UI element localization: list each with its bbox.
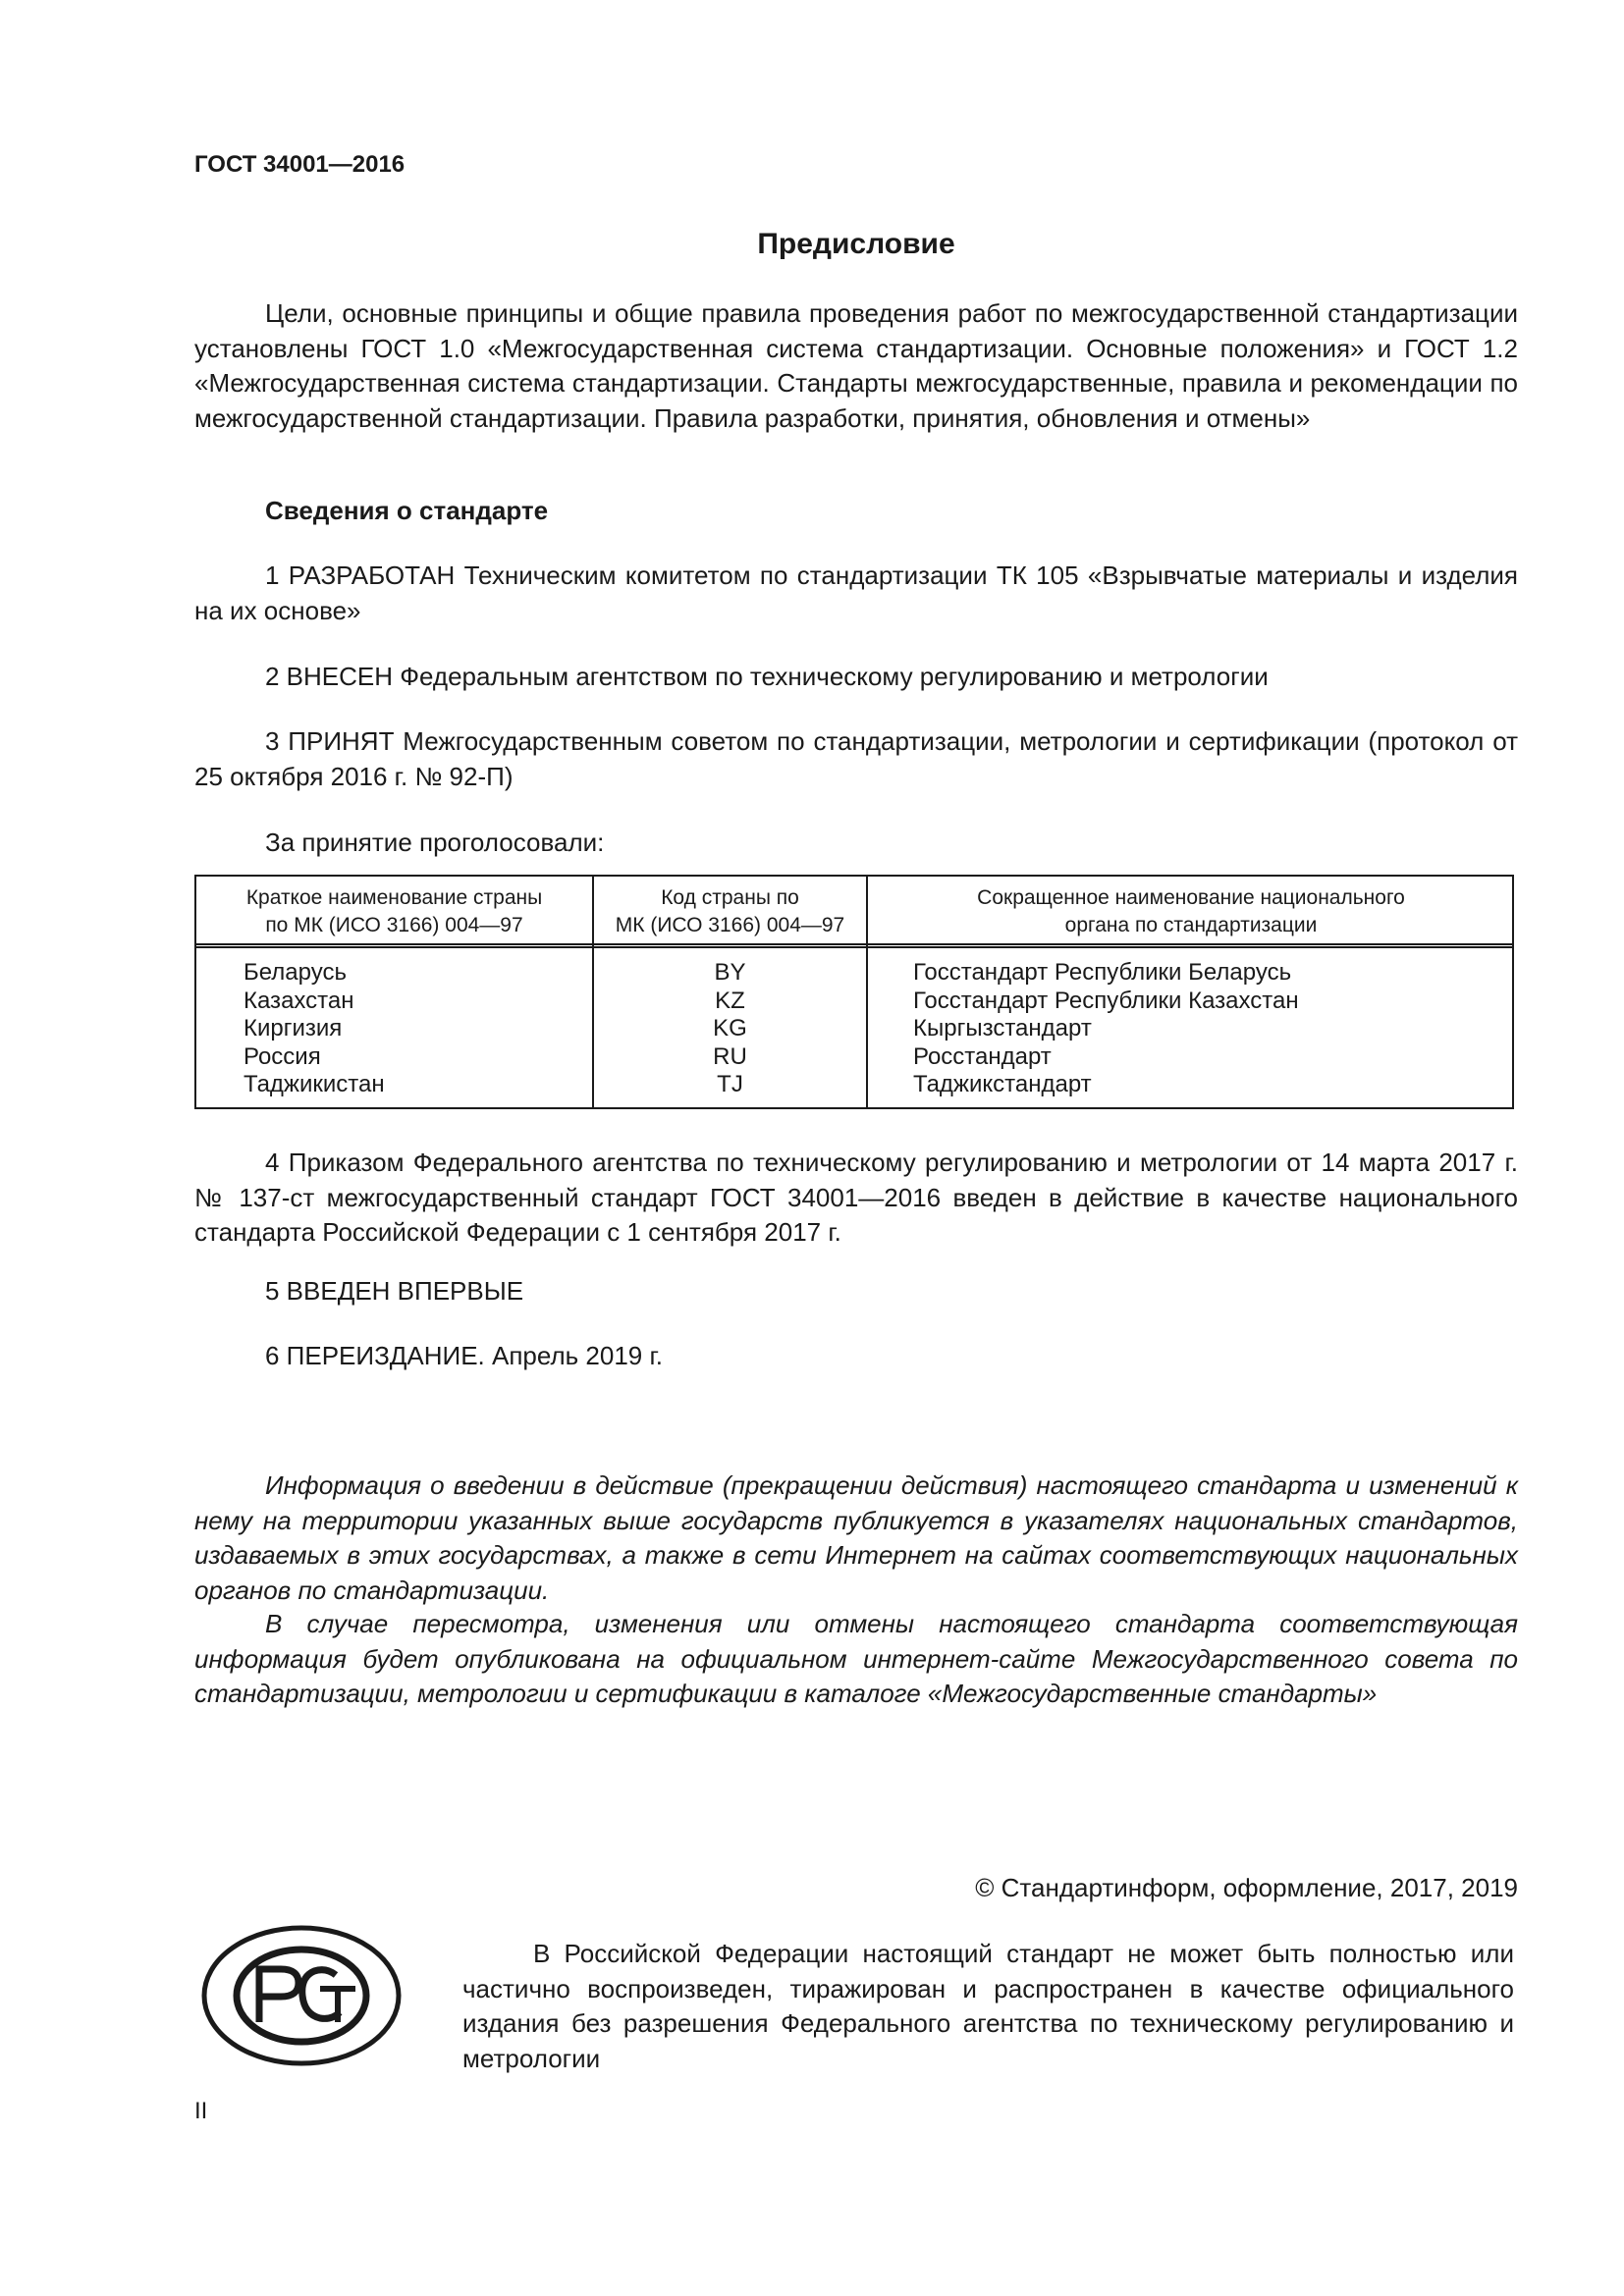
italic-note-revision: В случае пересмотра, изменения или отмены настоящего стандарта соответствующая информация будет опубликована на официальном интернет-сайте Межгосударственного совета по стандартизации, метрологии и сертификации в каталоге «Межгосударственные стандарты» bbox=[194, 1609, 1518, 1708]
page-number: II bbox=[194, 2098, 208, 2124]
rst-logo-svg bbox=[200, 1924, 403, 2067]
table-cell: BY bbox=[714, 959, 746, 986]
table-header-line: МК (ИСО 3166) 004—97 bbox=[615, 914, 845, 936]
document-page bbox=[194, 0, 1518, 2296]
table-header-line: Код страны по bbox=[661, 886, 799, 909]
table-header-code bbox=[594, 884, 866, 939]
table-column-country bbox=[244, 959, 577, 1099]
table-cell: KZ bbox=[715, 987, 745, 1014]
table-header-line: по МК (ИСО 3166) 004—97 bbox=[265, 914, 523, 936]
item-introduced: 2 ВНЕСЕН Федеральным агентством по техническому регулированию и метрологии bbox=[265, 662, 1269, 691]
item-reissue: 6 ПЕРЕИЗДАНИЕ. Апрель 2019 г. bbox=[265, 1341, 664, 1370]
rst-certification-mark-icon bbox=[200, 1924, 403, 2067]
intro-paragraph: Цели, основные принципы и общие правила проведения работ по межгосударственной стандартизации установлены ГОСТ 1.0 «Межгосударственная система стандартизации. Основные положения» и ГОСТ 1.2 «Межгосударственная система стандартизации. Стандарты межгосударственные, правила и рекомендации по межгосударственной стандартизации. Правила разработки, принятия, обновления и отмены» bbox=[194, 298, 1518, 433]
vote-intro: За принятие проголосовали: bbox=[265, 828, 605, 857]
item-developed: 1 РАЗРАБОТАН Техническим комитетом по стандартизации ТК 105 «Взрывчатые материалы и изделия на их основе» bbox=[194, 561, 1518, 625]
table-header-line: органа по стандартизации bbox=[1064, 914, 1318, 936]
document-code-header: ГОСТ 34001—2016 bbox=[194, 151, 406, 178]
table-cell: Кыргызстандарт bbox=[913, 1015, 1092, 1041]
italic-note-publication: Информация о введении в действие (прекращении действия) настоящего стандарта и изменений к нему на территории указанных выше государств публикуется в указателях национальных стандартов, издаваемых в этих государствах, а также в сети Интернет на сайтах соответствующих национальных органов по стандартизации. bbox=[194, 1470, 1518, 1605]
table-header-divider bbox=[196, 943, 1512, 948]
vote-table bbox=[194, 875, 1514, 1109]
table-column-body bbox=[913, 959, 1502, 1099]
table-cell: Беларусь bbox=[244, 959, 347, 986]
table-cell: Таджикистан bbox=[244, 1071, 385, 1097]
info-heading: Сведения о стандарте bbox=[265, 496, 549, 525]
table-header-line: Краткое наименование страны bbox=[245, 886, 543, 909]
reproduction-notice: В Российской Федерации настоящий стандарт не может быть полностью или частично воспроизведен, тиражирован и распространен в качестве официального издания без разрешения Федерального агентства по техническому регулированию и метрологии bbox=[462, 1939, 1514, 2073]
item-order: 4 Приказом Федерального агентства по техническому регулированию и метрологии от 14 марта 2017 г. № 137-ст межгосударственный стандарт ГОСТ 34001—2016 введен в действие в качестве национального стандарта Российской Федерации с 1 сентября 2017 г. bbox=[194, 1148, 1518, 1247]
table-header-line: Сокращенное наименование национального bbox=[977, 886, 1405, 909]
table-cell: Госстандарт Республики Беларусь bbox=[913, 959, 1292, 986]
table-cell: Казахстан bbox=[244, 987, 354, 1014]
table-cell: RU bbox=[713, 1042, 747, 1070]
table-cell: Россия bbox=[244, 1042, 321, 1070]
table-header-body bbox=[868, 884, 1514, 939]
item-adopted: 3 ПРИНЯТ Межгосударственным советом по стандартизации, метрологии и сертификации (протокол от 25 октября 2016 г. № 92-П) bbox=[194, 726, 1518, 791]
table-cell: KG bbox=[713, 1015, 747, 1041]
copyright-line: © Стандартинформ, оформление, 2017, 2019 bbox=[975, 1873, 1518, 1902]
table-cell: Госстандарт Республики Казахстан bbox=[913, 987, 1299, 1014]
table-column-code bbox=[594, 959, 866, 1099]
table-cell: Киргизия bbox=[244, 1015, 343, 1041]
item-first-introduced: 5 ВВЕДЕН ВПЕРВЫЕ bbox=[265, 1276, 524, 1306]
table-cell: TJ bbox=[717, 1071, 743, 1097]
table-cell: Росстандарт bbox=[913, 1042, 1052, 1070]
table-header-country bbox=[196, 884, 592, 939]
table-cell: Таджикстандарт bbox=[913, 1071, 1092, 1097]
page-title: Предисловие bbox=[757, 228, 955, 260]
